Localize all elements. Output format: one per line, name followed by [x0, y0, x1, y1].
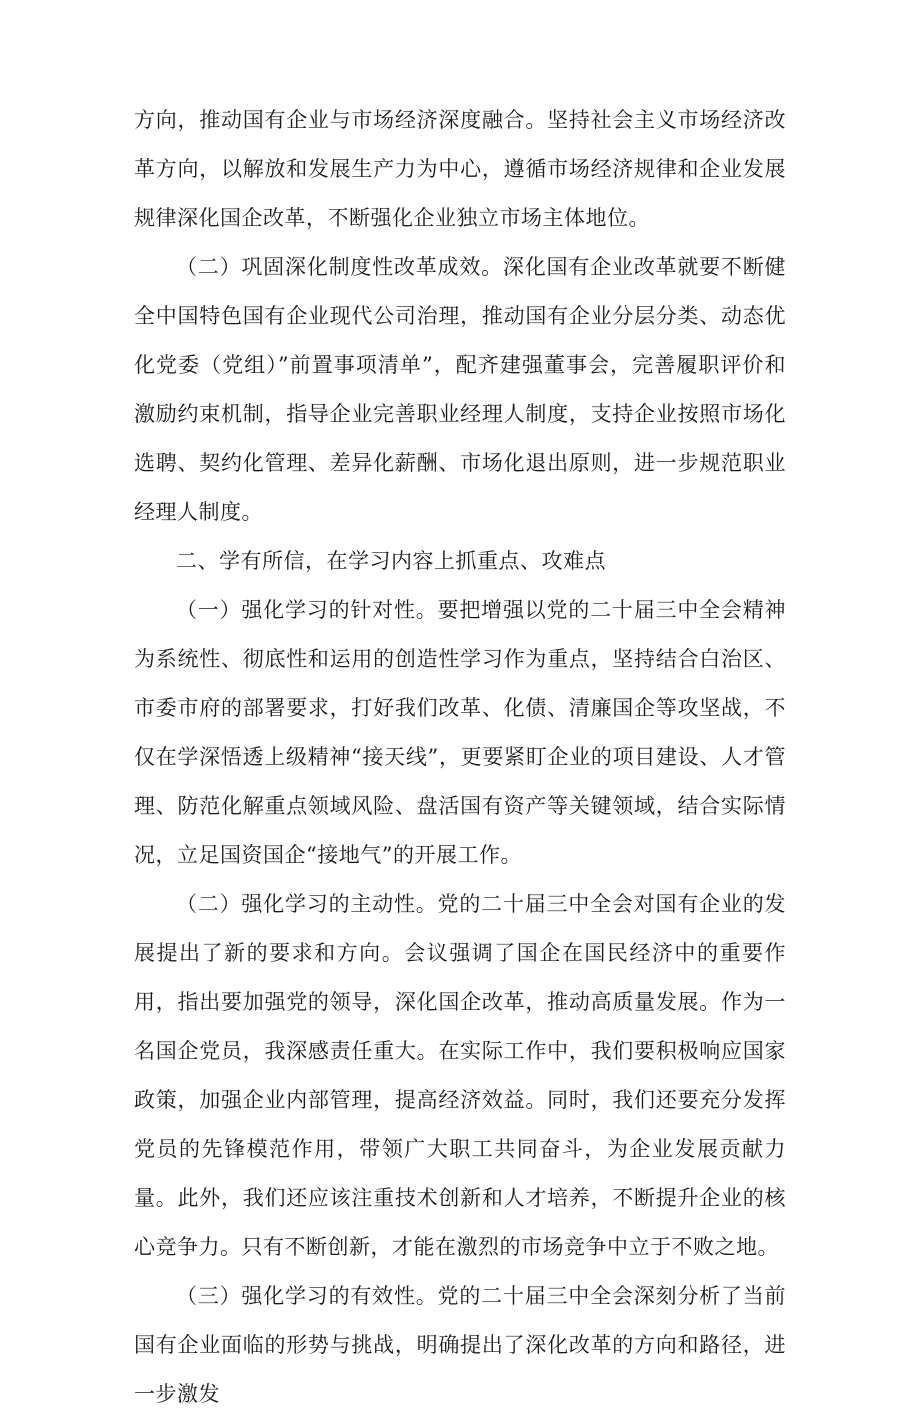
paragraph-continuation: 方向，推动国有企业与市场经济深度融合。坚持社会主义市场经济改革方向，以解放和发展生产力为中心，遵循市场经济规律和企业发展规律深化国企改革，不断强化企业独立市场主体地位。: [134, 108, 786, 230]
paragraph-institutional-reform: （二）巩固深化制度性改革成效。深化国有企业改革就要不断健全中国特色国有企业现代公司治理，推动国有企业分层分类、动态优化党委（党组）”前置事项清单”，配齐建强董事会，完善履职评价和激励约束机制，指导企业完善职业经理人制度，支持企业按照市场化选聘、契约化管理、差异化薪酬、市场化退出原则，进一步规范职业经理人制度。: [134, 255, 786, 524]
section-heading-two: 二、学有所信，在学习内容上抓重点、攻难点: [176, 549, 606, 573]
paragraph-effective-learning: （三）强化学习的有效性。党的二十届三中全会深刻分析了当前国有企业面临的形势与挑战，明确提出了深化改革的方向和路径，进一步激发: [134, 1284, 786, 1406]
paragraph-proactive-learning: （二）强化学习的主动性。党的二十届三中全会对国有企业的发展提出了新的要求和方向。会议强调了国企在国民经济中的重要作用，指出要加强党的领导，深化国企改革，推动高质量发展。作为一名国企党员，我深感责任重大。在实际工作中，我们要积极响应国家政策，加强企业内部管理，提高经济效益。同时，我们还要充分发挥党员的先锋模范作用，带领广大职工共同奋斗，为企业发展贡献力量。此外，我们还应该注重技术创新和人才培养，不断提升企业的核心竞争力。只有不断创新，才能在激烈的市场竞争中立于不败之地。: [134, 892, 786, 1259]
paragraph-targeted-learning: （一）强化学习的针对性。要把增强以党的二十届三中全会精神为系统性、彻底性和运用的创造性学习作为重点，坚持结合白治区、市委市府的部署要求，打好我们改革、化债、清廉国企等攻坚战，不仅在学深悟透上级精神“接天线”，更要紧盯企业的项目建设、人才管理、防范化解重点领域风险、盘活国有资产等关键领域，结合实际情况，立足国资国企“接地气”的开展工作。: [134, 598, 786, 867]
document-body: [134, 96, 786, 1419]
